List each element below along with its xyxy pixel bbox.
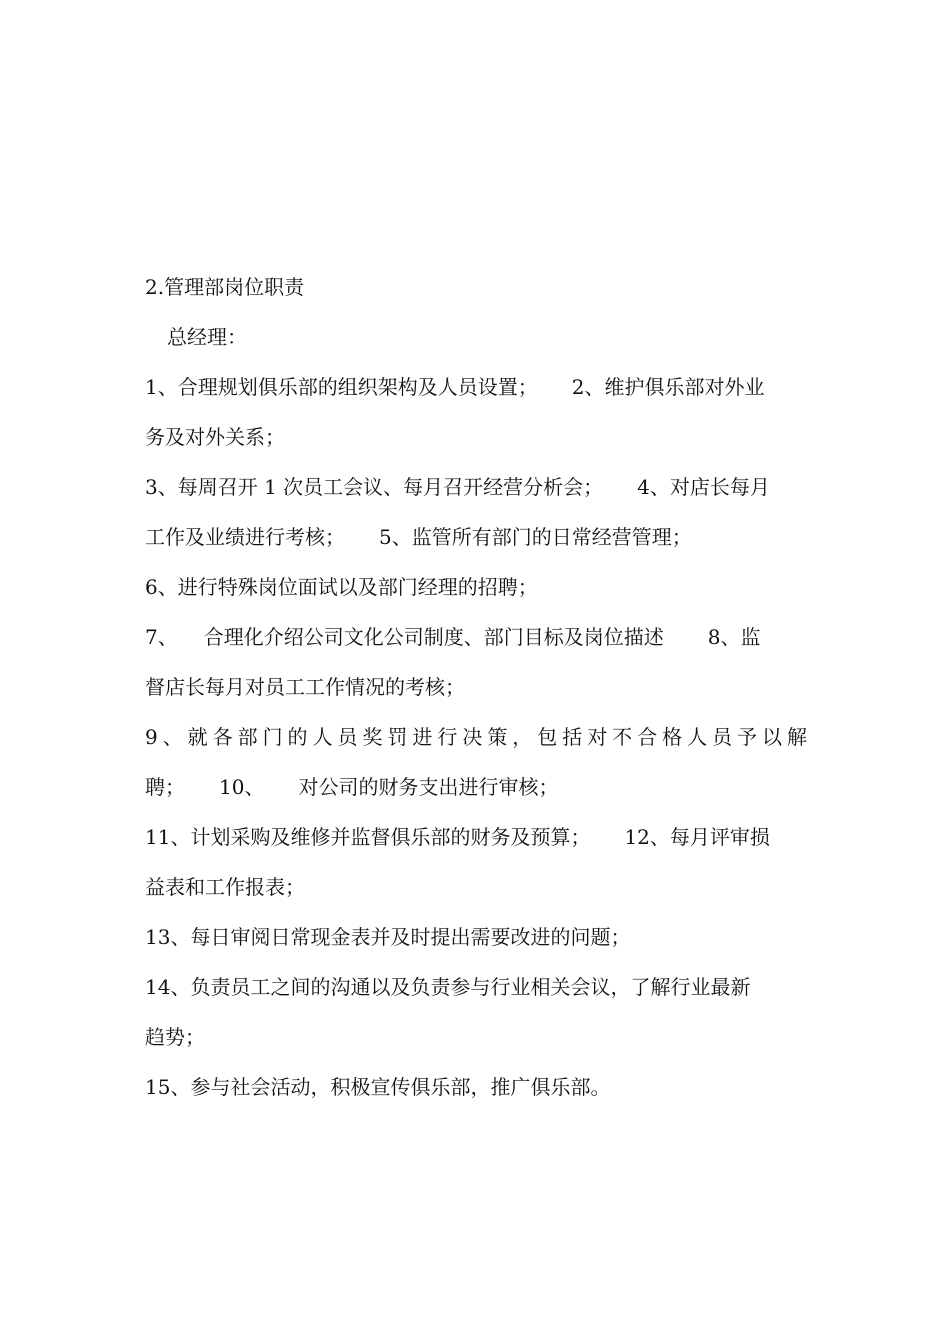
duty-text: 5、监管所有部门的日常经营管理； — [379, 525, 692, 549]
document-body — [145, 262, 807, 1112]
duty-line-5: 6、进行特殊岗位面试以及部门经理的招聘； — [145, 575, 538, 599]
role-title: 总经理： — [167, 325, 247, 349]
duty-line-7: 督店长每月对员工工作情况的考核； — [145, 675, 465, 699]
duty-text: 7、 — [145, 625, 178, 649]
duty-text: 聘； — [145, 775, 185, 799]
duty-text: 8、监 — [707, 625, 761, 649]
duty-line-4 — [145, 512, 807, 562]
duty-text: 1、合理规划俱乐部的组织架构及人员设置； — [145, 375, 538, 399]
duty-text: 对公司的财务支出进行审核； — [298, 775, 559, 799]
duty-line-14: 趋势； — [145, 1025, 205, 1049]
duty-text: 11、计划采购及维修并监督俱乐部的财务及预算； — [145, 825, 591, 849]
duty-line-13: 14、负责员工之间的沟通以及负责参与行业相关会议，了解行业最新 — [145, 975, 751, 999]
duty-line-6 — [145, 612, 807, 662]
duty-line-10 — [145, 812, 807, 862]
section-title: 2.管理部岗位职责 — [145, 275, 305, 299]
duty-line-9 — [145, 762, 807, 812]
duty-text: 合理化介绍公司文化公司制度、部门目标及岗位描述 — [203, 625, 664, 649]
duty-line-11: 益表和工作报表； — [145, 875, 305, 899]
duty-line-12: 13、每日审阅日常现金表并及时提出需要改进的问题； — [145, 925, 631, 949]
duty-line-15: 15、参与社会活动，积极宣传俱乐部，推广俱乐部。 — [145, 1075, 611, 1099]
duty-line-2: 务及对外关系； — [145, 425, 285, 449]
duty-line-3 — [145, 462, 807, 512]
duty-line-8: 9、就各部门的人员奖罚进行决策，包括对不合格人员予以解 — [145, 725, 807, 749]
duty-text: 3、每周召开 1 次员工会议、每月召开经营分析会； — [145, 475, 604, 499]
duty-line-1 — [145, 362, 807, 412]
duty-text: 工作及业绩进行考核； — [145, 525, 345, 549]
duty-text: 10、 — [219, 775, 265, 799]
duty-text: 2、维护俱乐部对外业 — [571, 375, 765, 399]
duty-text: 12、每月评审损 — [624, 825, 770, 849]
duty-text: 4、对店长每月 — [637, 475, 770, 499]
